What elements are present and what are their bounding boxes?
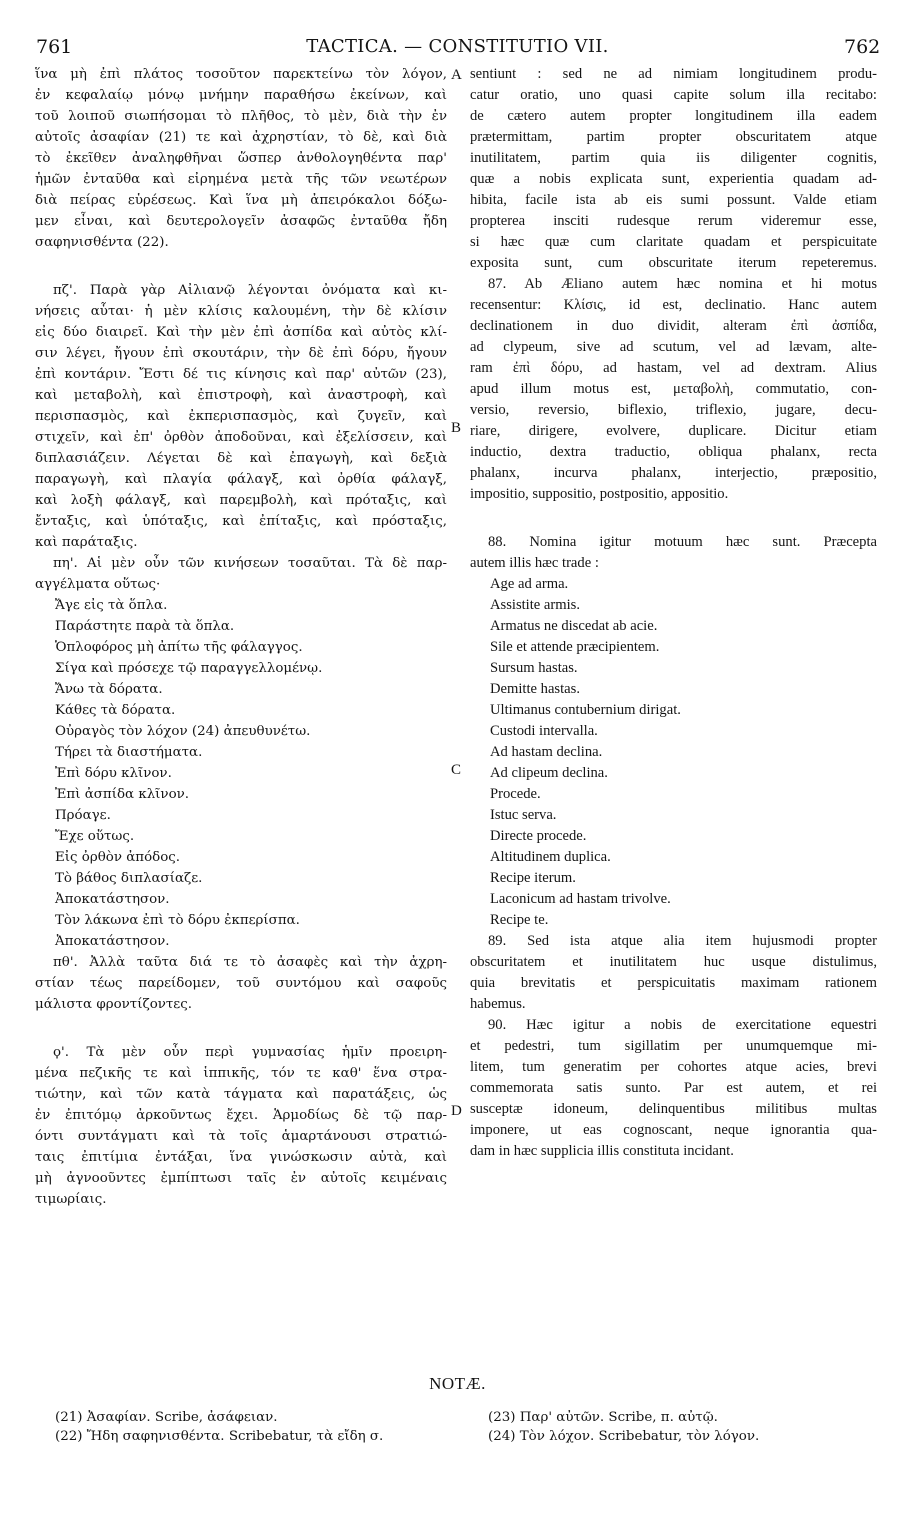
notes-right	[488, 1408, 759, 1446]
latin-column	[470, 64, 877, 1364]
text-line: ἐν ἐπιτόμῳ ἀρκοῦντως ἔχει. Ἁρμοδίως δὲ τῷ παρ-	[35, 1108, 447, 1123]
text-line: ad clypeum, sive ad scutum, vel ad lævam, alte-	[470, 339, 877, 355]
command-line: Ἄγε εἰς τὰ ὅπλα.	[55, 598, 168, 613]
text-line: μεν εἶναι, καὶ δευτερολογεῖν ἀσαφῶς ἐνταῦθα ἤδη	[35, 214, 447, 229]
command-line: Τὸ βάθος διπλασίαζε.	[55, 871, 203, 886]
command-line: Εἰς ὀρθὸν ἀπόδος.	[55, 850, 181, 865]
text-line: catur oratio, uno quasi capite solum illa recitabo:	[470, 87, 877, 103]
text-line: versio, reversio, biflexio, triflexio, jugare, decu-	[470, 402, 877, 418]
text-line: declinationem in duo dividit, alteram ἐπὶ ἀσπίδα,	[470, 318, 877, 334]
command-line: Istuc serva.	[490, 807, 557, 823]
text-line: quæ a nobis explicata sunt, experientia quadam ad-	[470, 171, 877, 187]
text-line: hibita, facile ista ab eis sumi possunt. Valde etiam	[470, 192, 877, 208]
command-line: Ἀποκατάστησον.	[55, 892, 170, 907]
margin-marker-a: A	[451, 67, 462, 83]
command-line: Demitte hastas.	[490, 681, 580, 697]
text-line: recensentur: Κλίσις, id est, declinatio. Hanc autem	[470, 297, 877, 313]
text-line: ἐπὶ κοντάριν. Ἔστι δέ τις κίνησις καὶ παρ' αὐτῶν (23),	[35, 367, 447, 382]
text-line: πη'. Αἱ μὲν οὖν τῶν κινήσεων τοσαῦται. Τὰ δὲ παρ-	[53, 556, 447, 571]
command-line: Ἐπὶ ἀσπίδα κλῖνον.	[55, 787, 190, 802]
command-line: Ultimanus contubernium dirigat.	[490, 702, 681, 718]
command-line: Directe procede.	[490, 828, 587, 844]
command-line: Τὸν λάκωνα ἐπὶ τὸ δόρυ ἐκπερίσπα.	[55, 913, 300, 928]
text-line: riare, dirigere, evolvere, duplicare. Dicitur etiam	[470, 423, 877, 439]
command-line: Recipe iterum.	[490, 870, 576, 886]
command-line: Κάθες τὰ δόρατα.	[55, 703, 176, 718]
text-line: περισπασμὸς, καὶ ἐκπερισπασμὸς, καὶ ζυγεῖν, καὶ	[35, 409, 447, 424]
running-title: TACTICA. — CONSTITUTIO VII.	[306, 36, 609, 57]
text-line: ἔνταξις, καὶ ὑπόταξις, καὶ ἐπίταξις, καὶ πρόσταξις,	[35, 514, 447, 529]
command-line: Custodi intervalla.	[490, 723, 598, 739]
text-line: διὰ πείρας εὑρέσεως. Καὶ ἵνα μὴ ἀπειρόκαλοι δόξω-	[35, 193, 447, 208]
text-line: propterea insciti rudesque rerum videremur esse,	[470, 213, 877, 229]
command-line: Age ad arma.	[490, 576, 569, 592]
text-line: σαφηνισθέντα (22).	[35, 235, 169, 250]
text-line: 88. Nomina igitur motuum hæc sunt. Præcepta	[488, 534, 877, 550]
text-line: 87. Ab Æliano autem hæc nomina et hi motus	[488, 276, 877, 292]
command-line: Οὐραγὸς τὸν λόχον (24) ἀπευθυνέτω.	[55, 724, 311, 739]
text-line: ram ἐπὶ δόρυ, ad hastam, vel ad dextram. Alius	[470, 360, 877, 376]
text-line: sentiunt : sed ne ad nimiam longitudinem produ-	[470, 66, 877, 82]
text-line: διπλασιάζειν. Λέγεται δὲ καὶ ἐπαγωγὴ, καὶ δεξιὰ	[35, 451, 447, 466]
text-line: τὸ ἐκεῖθεν ἀναληφθῆναι ὥσπερ ἀνθολογηθέντα παρ'	[35, 151, 447, 166]
command-line: Ἔχε οὕτως.	[55, 829, 135, 844]
text-line: ἡμῶν ἐνταῦθα καὶ εἰρημένα μετὰ τῆς τῶν νεωτέρων	[35, 172, 447, 187]
text-line: obscuritatem et inutilitatem huc usque distulimus,	[470, 954, 877, 970]
command-line: Πρόαγε.	[55, 808, 111, 823]
command-line: Ἐπὶ δόρυ κλῖνον.	[55, 766, 172, 781]
text-line: impositio, suppositio, postpositio, appositio.	[470, 486, 729, 502]
text-line: exposita sunt, cum obscuritate iterum repeteremus.	[470, 255, 877, 271]
text-line: πθ'. Ἀλλὰ ταῦτα διά τε τὸ ἀσαφὲς καὶ τὴν ἀχρη-	[53, 955, 447, 970]
text-line: αγγέλματα οὕτως·	[35, 577, 161, 592]
text-line: καὶ λοξὴ φάλαγξ, καὶ παρεμβολὴ, καὶ πρόταξις, καὶ	[35, 493, 447, 508]
text-line: prætermittam, partim propter obscuritatem atque	[470, 129, 877, 145]
greek-column	[35, 64, 447, 1364]
text-line: inductio, dextra traductio, obliqua phalanx, recta	[470, 444, 877, 460]
command-line: Recipe te.	[490, 912, 549, 928]
text-line: imponere, ut eas cognoscant, neque ignorantia qua-	[470, 1122, 877, 1138]
margin-marker-b: B	[451, 420, 462, 436]
command-line: Σίγα καὶ πρόσεχε τῷ παραγγελλομένῳ.	[55, 661, 323, 676]
text-line: ἵνα μὴ ἐπὶ πλάτος τοσοῦτον παρεκτείνω τὸν λόγον,	[35, 67, 447, 82]
text-line: πζ'. Παρὰ γὰρ Αἰλιανῷ λέγονται ὀνόματα καὶ κι-	[53, 283, 447, 298]
command-line: Παράστητε παρὰ τὰ ὅπλα.	[55, 619, 235, 634]
text-line: apud illum motus est, μεταβολὴ, commutatio, con-	[470, 381, 877, 397]
paragraph-gap	[35, 253, 447, 280]
note-24: (24) Τὸν λόχον. Scribebatur, τὸν λόγον.	[488, 1429, 760, 1444]
text-line: ἐν κεφαλαίῳ μόνῳ μνήμην παραθήσω ἐκείνων, καὶ	[35, 88, 447, 103]
page-number-right: 762	[844, 36, 881, 58]
text-line: όντι συντάγματι καὶ τὰ τοῖς ἁμαρτάνουσι στρατιώ-	[35, 1129, 447, 1144]
command-line: Laconicum ad hastam trivolve.	[490, 891, 671, 907]
command-line: Sursum hastas.	[490, 660, 578, 676]
text-line: litem, tum generatim per cohortes atque acies, brevi	[470, 1059, 877, 1075]
text-line: inutilitatem, partim quia iis diligenter cognitis,	[470, 150, 877, 166]
note-23: (23) Παρ' αὐτῶν. Scribe, π. αὐτῷ.	[488, 1410, 718, 1425]
text-line: de cætero autem propter longitudinem illa eadem	[470, 108, 877, 124]
command-line: Armatus ne discedat ab acie.	[490, 618, 658, 634]
running-header	[0, 36, 915, 58]
text-line: commemorata satis sunto. Par est autem, et rei	[470, 1080, 877, 1096]
text-line: ταις ἐπιτίμια ἐντάξαι, ἵνα γινώσκωσιν αὐτὰ, καὶ	[35, 1150, 447, 1165]
text-line: τοῦ λοιποῦ σιωπήσομαι τὸ πλῆθος, τὸ μὲν, διὰ τὴν ἐν	[35, 109, 447, 124]
command-line: Ad hastam declina.	[490, 744, 603, 760]
text-line: καὶ παράταξις.	[35, 535, 138, 550]
command-line: Τήρει τὰ διαστήματα.	[55, 745, 203, 760]
text-line: μάλιστα φροντίζοντες.	[35, 997, 192, 1012]
text-line: τιώτην, καὶ τῶν κατὰ τάγματα καὶ παρατάξεις, ὡς	[35, 1087, 447, 1102]
text-line: αὐτοῖς ἀσαφίαν (21) τε καὶ ἀχρηστίαν, τὸ δὲ, καὶ διὰ	[35, 130, 447, 145]
page-number-left: 761	[36, 36, 73, 58]
text-line: 90. Hæc igitur a nobis de exercitatione equestri	[488, 1017, 877, 1033]
text-line: susceptæ idoneum, delinquentibus militibus multas	[470, 1101, 877, 1117]
text-line: παραγωγὴ, καὶ πλαγία φάλαγξ, καὶ ὀρθία φάλαγξ,	[35, 472, 447, 487]
command-line: Assistite armis.	[490, 597, 580, 613]
note-22: (22) Ἤδη σαφηνισθέντα. Scribebatur, τὰ εἴδη σ.	[55, 1429, 384, 1444]
note-21: (21) Ἀσαφίαν. Scribe, ἀσάφειαν.	[55, 1410, 278, 1425]
text-line: quia brevitatis et perspicuitatis maximam rationem	[470, 975, 877, 991]
text-line: στιχεῖν, καὶ ἐπ' ὀρθὸν ἀποδοῦναι, καὶ ἐξελίσσειν, καὶ	[35, 430, 447, 445]
command-line: Ἄνω τὰ δόρατα.	[55, 682, 163, 697]
text-line: νήσεις αὗται· ἡ μὲν κλίσις καλουμένη, τὴν δὲ κλίσιν	[35, 304, 447, 319]
command-line: Procede.	[490, 786, 541, 802]
command-line: Ἀποκατάστησον.	[55, 934, 170, 949]
text-line: habemus.	[470, 996, 526, 1012]
text-line: si hæc quæ cum claritate quadam et perspicuitate	[470, 234, 877, 250]
notes-left	[55, 1408, 383, 1446]
text-line: τιμωρίαις.	[35, 1192, 107, 1207]
text-line: καὶ μεταβολὴ, καὶ ἐπιστροφὴ, καὶ ἀναστροφὴ, καὶ	[35, 388, 447, 403]
text-line: 89. Sed ista atque alia item hujusmodi propter	[488, 933, 877, 949]
paragraph-gap	[35, 1015, 447, 1042]
command-line: Altitudinem duplica.	[490, 849, 611, 865]
margin-marker-d: D	[451, 1103, 462, 1119]
text-line: σιν λέγει, ἤγουν ἐπὶ σκουτάριν, τὴν δὲ ἐπὶ δόρυ, ἤγουν	[35, 346, 447, 361]
text-line: εἰς δύο διαιρεῖ. Καὶ τὴν μὲν ἐπὶ ἀσπίδα καὶ αὐτὸς κλί-	[35, 325, 447, 340]
text-line: phalanx, incurva phalanx, interjectio, præpositio,	[470, 465, 877, 481]
margin-marker-c: C	[451, 762, 462, 778]
text-line: dam in hæc supplicia illis constituta incidant.	[470, 1143, 734, 1159]
command-line: Ad clipeum declina.	[490, 765, 608, 781]
text-line: στίαν τέως παρείδομεν, τοῦ συντόμου καὶ σαφοῦς	[35, 976, 447, 991]
text-line: autem illis hæc trade :	[470, 555, 599, 571]
command-line: Ὁπλοφόρος μὴ ἀπίτω τῆς φάλαγγος.	[55, 640, 303, 655]
text-line: μένα πεζικῆς τε καὶ ἱππικῆς, τόν τε καθ' ἕνα στρα-	[35, 1066, 447, 1081]
text-line: ϙ'. Τὰ μὲν οὖν περὶ γυμνασίας ἡμῖν προειρη-	[53, 1045, 447, 1060]
paragraph-gap	[470, 505, 877, 532]
notes-heading: NOTÆ.	[429, 1374, 486, 1393]
text-line: et pedestri, tum sigillatim per unumquemque mi-	[470, 1038, 877, 1054]
text-line: μὴ ἀγνοοῦντες ἐμπίπτωσι ταῖς ἐν αὐτοῖς κειμέναις	[35, 1171, 447, 1186]
command-line: Sile et attende præcipientem.	[490, 639, 660, 655]
